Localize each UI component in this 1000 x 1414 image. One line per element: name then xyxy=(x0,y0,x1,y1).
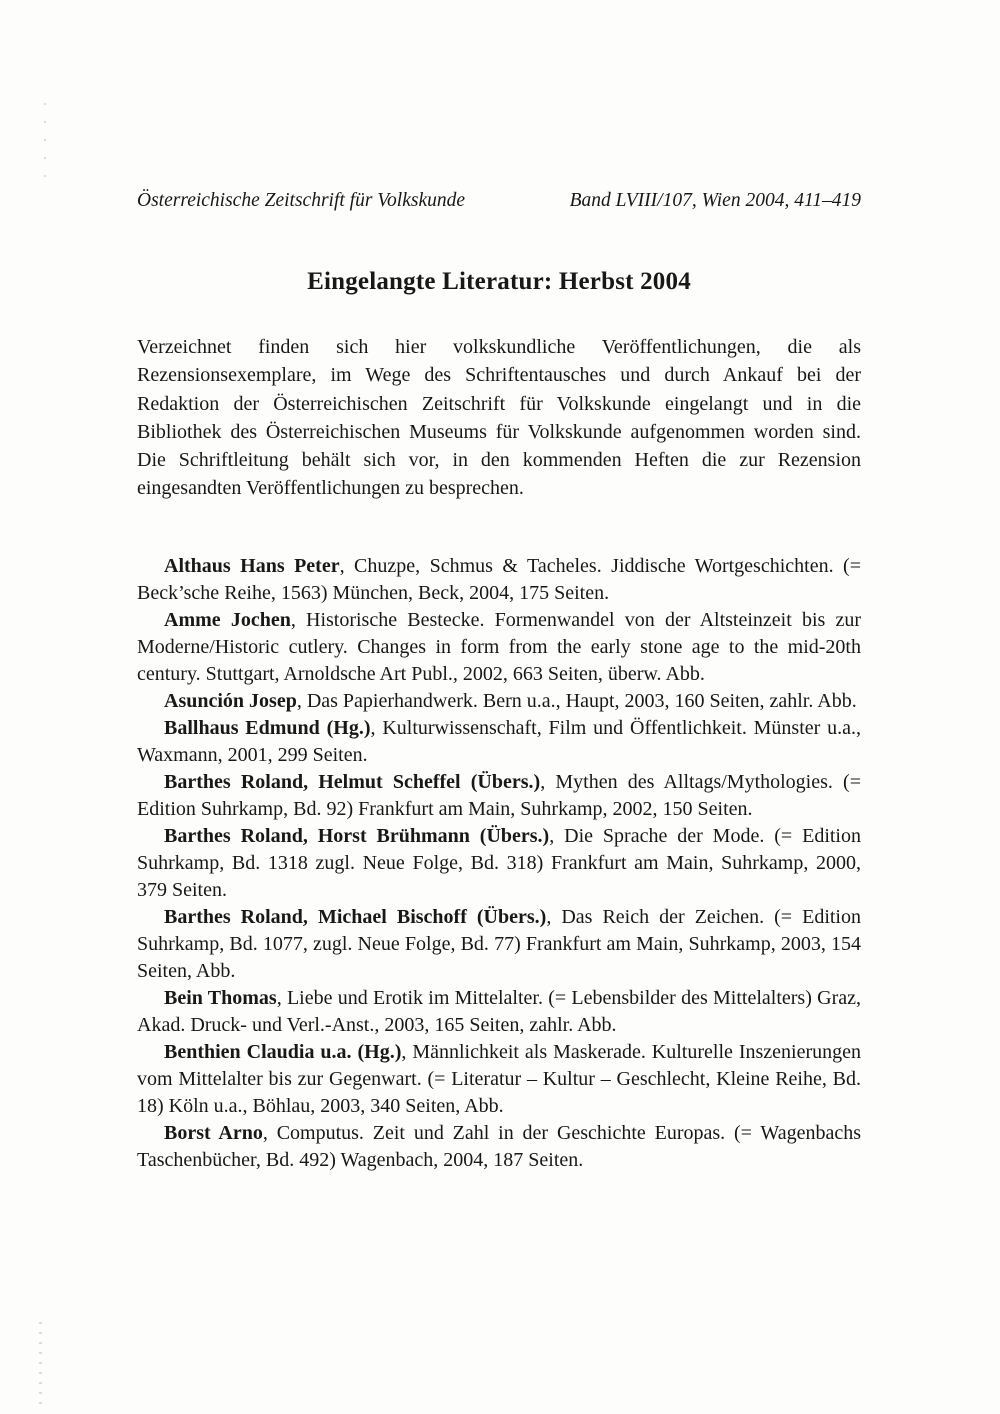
entry-text: , Historische Bestecke. Formenwandel von der Altsteinzeit bis zur Moderne/Historic cutlery. Changes in form from the early stone age to the mid-20th century. Stuttgart, Arnoldsche Art Publ., 2002, 663 Seiten, überw. Abb. xyxy=(137,608,862,685)
entry-text: , Liebe und Erotik im Mittelalter. (= Lebensbilder des Mittelalters) Graz, Akad. Druck- und Verl.-Anst., 2003, 165 Seiten, zahlr. Abb. xyxy=(137,986,861,1036)
entry-author: Althaus Hans Peter xyxy=(164,554,340,577)
entry-text: , Kulturwissenschaft, Film und Öffentlichkeit. Münster u.a., Waxmann, 2001, 299 Seiten. xyxy=(137,716,861,766)
entry-text: , Männlichkeit als Maskerade. Kulturelle Inszenierungen vom Mittelalter bis zur Gegenwart. (= Literatur – Kultur – Geschlecht, Kleine Reihe, Bd. 18) Köln u.a., Böhlau, 2003, 340 Seiten, Abb. xyxy=(137,1040,861,1117)
bibliography-entry xyxy=(137,1039,861,1120)
bibliography-entry xyxy=(137,985,861,1039)
journal-header xyxy=(137,190,861,212)
scan-artifact-bottom xyxy=(39,1322,42,1412)
entry-author: Amme Jochen xyxy=(164,608,291,631)
bibliography-entry xyxy=(137,715,861,769)
entry-text: , Computus. Zeit und Zahl in der Geschichte Europas. (= Wagenbachs Taschenbücher, Bd. 492) Wagenbach, 2004, 187 Seiten. xyxy=(137,1121,861,1171)
intro-paragraph: Verzeichnet finden sich hier volkskundliche Veröffentlichungen, die als Rezensionsexemplare, im Wege des Schriftentausches und durch Ankauf bei der Redaktion der Österreichischen Zeitschrift für Volkskunde eingelangt und in die Bibliothek des Österreichischen Museums für Volkskunde aufgenommen worden sind. Die Schriftleitung behält sich vor, in den kommenden Heften die zur Rezension eingesandten Veröffentlichungen zu besprechen. xyxy=(137,336,861,500)
entry-author: Barthes Roland, Michael Bischoff (Übers.) xyxy=(164,905,547,928)
entry-text: , Das Reich der Zeichen. (= Edition Suhrkamp, Bd. 1077, zugl. Neue Folge, Bd. 77) Frankfurt am Main, Suhrkamp, 2003, 154 Seiten, Abb. xyxy=(137,905,861,982)
bibliography-entry xyxy=(137,904,861,985)
entry-author: Barthes Roland, Helmut Scheffel (Übers.) xyxy=(164,770,541,793)
entry-author: Borst Arno xyxy=(164,1121,263,1144)
bibliography-entry xyxy=(137,1120,861,1174)
entry-author: Bein Thomas xyxy=(164,986,277,1009)
page-title: Eingelangte Literatur: Herbst 2004 xyxy=(307,268,691,295)
entry-text: , Das Papierhandwerk. Bern u.a., Haupt, 2003, 160 Seiten, zahlr. Abb. xyxy=(296,689,857,712)
bibliography-list xyxy=(137,553,861,1174)
entry-author: Barthes Roland, Horst Brühmann (Übers.) xyxy=(164,824,550,847)
entry-text: , Chuzpe, Schmus & Tacheles. Jiddische Wortgeschichten. (= Beck’sche Reihe, 1563) München, Beck, 2004, 175 Seiten. xyxy=(137,554,861,604)
bibliography-entry xyxy=(137,688,861,715)
scanned-page xyxy=(137,0,861,1174)
issue-info: Band LVIII/107, Wien 2004, 411–419 xyxy=(569,190,861,211)
entry-author: Asunción Josep xyxy=(164,689,297,712)
bibliography-entry xyxy=(137,607,861,688)
entry-author: Benthien Claudia u.a. (Hg.) xyxy=(164,1040,402,1063)
bibliography-entry xyxy=(137,769,861,823)
entry-text: , Die Sprache der Mode. (= Edition Suhrkamp, Bd. 1318 zugl. Neue Folge, Bd. 318) Frankfurt am Main, Suhrkamp, 2000, 379 Seiten. xyxy=(137,824,861,901)
bibliography-entry xyxy=(137,823,861,904)
journal-title: Österreichische Zeitschrift für Volkskunde xyxy=(137,190,466,211)
entry-text: , Mythen des Alltags/Mythologies. (= Edition Suhrkamp, Bd. 92) Frankfurt am Main, Suhrkamp, 2002, 150 Seiten. xyxy=(137,770,861,820)
bibliography-entry xyxy=(137,553,861,607)
scan-artifact-top xyxy=(44,103,46,177)
entry-author: Ballhaus Edmund (Hg.) xyxy=(164,716,371,739)
